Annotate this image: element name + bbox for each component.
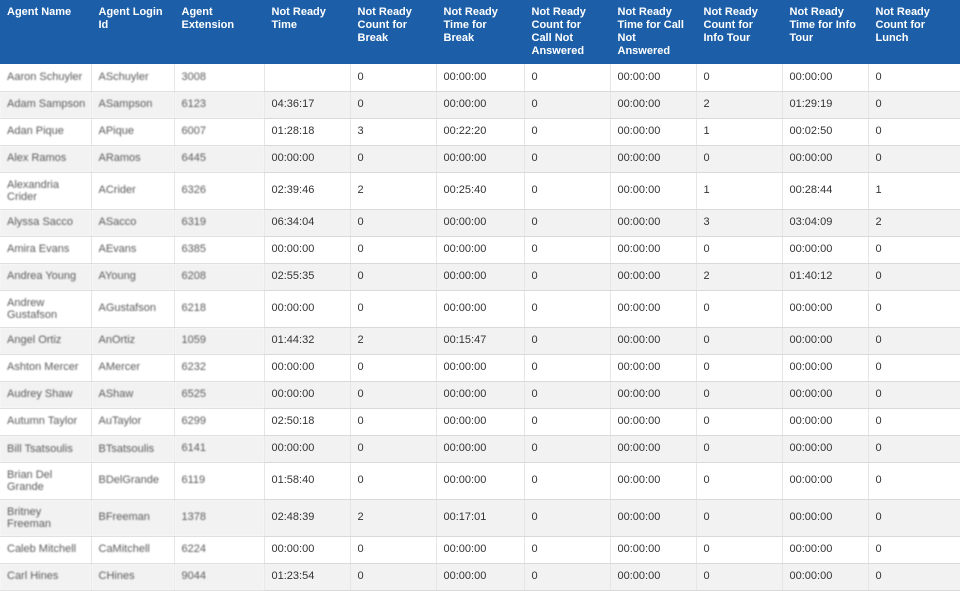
cell-not-ready-count-lunch: 0 [868, 408, 960, 435]
cell-agent-login-id: AMercer [91, 354, 174, 381]
table-row[interactable] [0, 118, 960, 145]
cell-not-ready-time-call-not-answered: 00:00:00 [610, 354, 696, 381]
cell-not-ready-count-break: 0 [350, 408, 436, 435]
cell-not-ready-count-lunch: 0 [868, 354, 960, 381]
cell-agent-login-id: BTsatsoulis [91, 435, 174, 462]
cell-agent-login-id: AGustafson [91, 290, 174, 327]
cell-agent-extension: 6299 [174, 408, 264, 435]
cell-not-ready-time: 00:00:00 [264, 381, 350, 408]
cell-not-ready-count-call-not-answered: 0 [524, 435, 610, 462]
cell-not-ready-count-info-tour: 1 [696, 118, 782, 145]
cell-agent-login-id: AShaw [91, 381, 174, 408]
cell-not-ready-count-call-not-answered: 0 [524, 462, 610, 499]
table-row[interactable] [0, 499, 960, 536]
cell-not-ready-count-break: 0 [350, 381, 436, 408]
cell-not-ready-time-call-not-answered: 00:00:00 [610, 381, 696, 408]
cell-not-ready-time-info-tour: 00:00:00 [782, 354, 868, 381]
cell-not-ready-count-call-not-answered: 0 [524, 290, 610, 327]
cell-not-ready-time: 00:00:00 [264, 435, 350, 462]
cell-not-ready-time-call-not-answered: 00:00:00 [610, 327, 696, 354]
cell-not-ready-count-lunch: 0 [868, 145, 960, 172]
cell-not-ready-time: 04:36:17 [264, 91, 350, 118]
column-header-agent-name[interactable]: Agent Name [0, 0, 91, 64]
table-row[interactable] [0, 435, 960, 462]
cell-not-ready-count-call-not-answered: 0 [524, 172, 610, 209]
cell-not-ready-count-call-not-answered: 0 [524, 263, 610, 290]
cell-agent-login-id: AuTaylor [91, 408, 174, 435]
cell-not-ready-count-info-tour: 2 [696, 263, 782, 290]
cell-not-ready-count-info-tour: 0 [696, 536, 782, 563]
table-row[interactable] [0, 290, 960, 327]
cell-not-ready-count-lunch: 0 [868, 91, 960, 118]
table-row[interactable] [0, 536, 960, 563]
column-header-not-ready-count-info-tour[interactable]: Not Ready Count for Info Tour [696, 0, 782, 64]
cell-not-ready-count-lunch: 1 [868, 172, 960, 209]
cell-agent-extension: 6224 [174, 536, 264, 563]
column-header-not-ready-count-lunch[interactable]: Not Ready Count for Lunch [868, 0, 960, 64]
table-row[interactable] [0, 381, 960, 408]
cell-agent-name: Alyssa Sacco [0, 209, 91, 236]
cell-not-ready-count-break: 3 [350, 118, 436, 145]
cell-not-ready-count-break: 0 [350, 354, 436, 381]
cell-not-ready-time-info-tour: 00:00:00 [782, 499, 868, 536]
cell-not-ready-count-call-not-answered: 0 [524, 118, 610, 145]
cell-not-ready-time-call-not-answered: 00:00:00 [610, 499, 696, 536]
cell-not-ready-time-info-tour: 01:40:12 [782, 263, 868, 290]
cell-not-ready-time: 01:58:40 [264, 462, 350, 499]
cell-agent-name: Caleb Mitchell [0, 536, 91, 563]
cell-agent-extension: 6119 [174, 462, 264, 499]
cell-agent-extension: 6326 [174, 172, 264, 209]
cell-not-ready-count-lunch: 0 [868, 263, 960, 290]
cell-not-ready-count-info-tour: 0 [696, 563, 782, 590]
cell-not-ready-time-call-not-answered: 00:00:00 [610, 263, 696, 290]
table-row[interactable] [0, 172, 960, 209]
cell-not-ready-time-call-not-answered: 00:00:00 [610, 91, 696, 118]
cell-not-ready-time: 00:00:00 [264, 236, 350, 263]
cell-agent-extension: 6123 [174, 91, 264, 118]
cell-not-ready-count-info-tour: 0 [696, 462, 782, 499]
cell-not-ready-time-break: 00:22:20 [436, 118, 524, 145]
cell-not-ready-count-lunch: 0 [868, 290, 960, 327]
cell-not-ready-count-call-not-answered: 0 [524, 354, 610, 381]
column-header-agent-login-id[interactable]: Agent Login Id [91, 0, 174, 64]
cell-not-ready-time-info-tour: 00:00:00 [782, 290, 868, 327]
table-row[interactable] [0, 64, 960, 91]
cell-agent-login-id: ASampson [91, 91, 174, 118]
cell-not-ready-time-info-tour: 00:28:44 [782, 172, 868, 209]
column-header-not-ready-time-break[interactable]: Not Ready Time for Break [436, 0, 524, 64]
table-row[interactable] [0, 263, 960, 290]
table-row[interactable] [0, 236, 960, 263]
cell-not-ready-count-info-tour: 0 [696, 327, 782, 354]
cell-not-ready-time-break: 00:00:00 [436, 381, 524, 408]
cell-agent-name: Britney Freeman [0, 499, 91, 536]
cell-not-ready-time: 00:00:00 [264, 536, 350, 563]
column-header-not-ready-time-info-tour[interactable]: Not Ready Time for Info Tour [782, 0, 868, 64]
cell-not-ready-count-info-tour: 0 [696, 64, 782, 91]
cell-agent-name: Adam Sampson [0, 91, 91, 118]
cell-not-ready-time-call-not-answered: 00:00:00 [610, 536, 696, 563]
cell-not-ready-time-break: 00:25:40 [436, 172, 524, 209]
cell-not-ready-time-info-tour: 00:02:50 [782, 118, 868, 145]
cell-not-ready-time-break: 00:00:00 [436, 462, 524, 499]
cell-not-ready-count-lunch: 0 [868, 118, 960, 145]
cell-not-ready-time-info-tour: 00:00:00 [782, 462, 868, 499]
cell-not-ready-time: 02:55:35 [264, 263, 350, 290]
cell-not-ready-count-break: 2 [350, 499, 436, 536]
cell-agent-login-id: CaMitchell [91, 536, 174, 563]
cell-agent-extension: 6385 [174, 236, 264, 263]
cell-not-ready-time-break: 00:17:01 [436, 499, 524, 536]
cell-not-ready-time-break: 00:00:00 [436, 64, 524, 91]
cell-not-ready-time-break: 00:00:00 [436, 354, 524, 381]
cell-not-ready-time: 02:50:18 [264, 408, 350, 435]
cell-not-ready-count-break: 0 [350, 236, 436, 263]
cell-not-ready-time-break: 00:00:00 [436, 408, 524, 435]
cell-not-ready-count-break: 0 [350, 145, 436, 172]
cell-not-ready-time-info-tour: 00:00:00 [782, 536, 868, 563]
cell-not-ready-count-lunch: 0 [868, 64, 960, 91]
table-body [0, 64, 960, 590]
cell-not-ready-time: 01:28:18 [264, 118, 350, 145]
cell-not-ready-count-info-tour: 1 [696, 172, 782, 209]
cell-not-ready-count-break: 0 [350, 209, 436, 236]
cell-not-ready-count-info-tour: 2 [696, 91, 782, 118]
cell-not-ready-time-info-tour: 00:00:00 [782, 408, 868, 435]
cell-not-ready-count-info-tour: 3 [696, 209, 782, 236]
cell-agent-name: Alex Ramos [0, 145, 91, 172]
cell-not-ready-count-call-not-answered: 0 [524, 536, 610, 563]
cell-not-ready-time-break: 00:00:00 [436, 263, 524, 290]
cell-not-ready-time-call-not-answered: 00:00:00 [610, 145, 696, 172]
cell-agent-login-id: ASchuyler [91, 64, 174, 91]
cell-agent-extension: 6141 [174, 435, 264, 462]
cell-not-ready-time-info-tour: 00:00:00 [782, 563, 868, 590]
cell-not-ready-count-info-tour: 0 [696, 354, 782, 381]
cell-agent-name: Alexandria Crider [0, 172, 91, 209]
cell-not-ready-time-break: 00:00:00 [436, 536, 524, 563]
column-header-not-ready-time[interactable]: Not Ready Time [264, 0, 350, 64]
table-header-row [0, 0, 960, 64]
cell-not-ready-count-break: 0 [350, 91, 436, 118]
cell-agent-login-id: AYoung [91, 263, 174, 290]
cell-not-ready-count-call-not-answered: 0 [524, 64, 610, 91]
cell-not-ready-count-call-not-answered: 0 [524, 327, 610, 354]
cell-not-ready-count-call-not-answered: 0 [524, 209, 610, 236]
cell-not-ready-time-break: 00:00:00 [436, 435, 524, 462]
cell-not-ready-time-call-not-answered: 00:00:00 [610, 563, 696, 590]
cell-agent-login-id: ARamos [91, 145, 174, 172]
column-header-not-ready-count-break[interactable]: Not Ready Count for Break [350, 0, 436, 64]
cell-not-ready-time: 02:39:46 [264, 172, 350, 209]
cell-not-ready-time: 01:23:54 [264, 563, 350, 590]
cell-not-ready-count-info-tour: 0 [696, 435, 782, 462]
cell-not-ready-time-info-tour: 00:00:00 [782, 64, 868, 91]
cell-agent-name: Autumn Taylor [0, 408, 91, 435]
cell-agent-extension: 1059 [174, 327, 264, 354]
cell-not-ready-count-lunch: 0 [868, 327, 960, 354]
cell-not-ready-time-call-not-answered: 00:00:00 [610, 236, 696, 263]
cell-agent-extension: 6007 [174, 118, 264, 145]
cell-not-ready-time-info-tour: 01:29:19 [782, 91, 868, 118]
cell-not-ready-count-info-tour: 0 [696, 408, 782, 435]
column-header-not-ready-count-call-not-answered[interactable]: Not Ready Count for Call Not Answered [524, 0, 610, 64]
cell-agent-extension: 6218 [174, 290, 264, 327]
cell-not-ready-count-break: 2 [350, 327, 436, 354]
cell-not-ready-time [264, 64, 350, 91]
table-row[interactable] [0, 209, 960, 236]
cell-agent-name: Audrey Shaw [0, 381, 91, 408]
cell-not-ready-count-call-not-answered: 0 [524, 499, 610, 536]
table-row[interactable] [0, 408, 960, 435]
table-row[interactable] [0, 91, 960, 118]
cell-not-ready-count-info-tour: 0 [696, 499, 782, 536]
cell-not-ready-time-call-not-answered: 00:00:00 [610, 435, 696, 462]
cell-not-ready-time: 00:00:00 [264, 145, 350, 172]
cell-not-ready-time-call-not-answered: 00:00:00 [610, 290, 696, 327]
cell-not-ready-count-lunch: 0 [868, 462, 960, 499]
cell-agent-name: Angel Ortiz [0, 327, 91, 354]
cell-not-ready-time: 01:44:32 [264, 327, 350, 354]
table-row[interactable] [0, 354, 960, 381]
cell-not-ready-count-break: 0 [350, 536, 436, 563]
cell-not-ready-time-break: 00:00:00 [436, 91, 524, 118]
cell-not-ready-time-call-not-answered: 00:00:00 [610, 408, 696, 435]
cell-not-ready-time-break: 00:00:00 [436, 209, 524, 236]
cell-agent-extension: 1378 [174, 499, 264, 536]
cell-agent-name: Andrew Gustafson [0, 290, 91, 327]
cell-not-ready-time: 06:34:04 [264, 209, 350, 236]
column-header-agent-extension[interactable]: Agent Extension [174, 0, 264, 64]
cell-not-ready-time-break: 00:00:00 [436, 145, 524, 172]
cell-not-ready-count-call-not-answered: 0 [524, 145, 610, 172]
table-row[interactable] [0, 145, 960, 172]
cell-not-ready-time-call-not-answered: 00:00:00 [610, 64, 696, 91]
cell-not-ready-time-break: 00:00:00 [436, 563, 524, 590]
cell-agent-extension: 6208 [174, 263, 264, 290]
cell-not-ready-time-break: 00:15:47 [436, 327, 524, 354]
cell-agent-login-id: ACrider [91, 172, 174, 209]
cell-not-ready-count-break: 0 [350, 290, 436, 327]
cell-not-ready-count-info-tour: 0 [696, 381, 782, 408]
cell-not-ready-count-break: 0 [350, 64, 436, 91]
cell-not-ready-time-info-tour: 00:00:00 [782, 327, 868, 354]
cell-agent-login-id: AnOrtiz [91, 327, 174, 354]
cell-agent-name: Brian Del Grande [0, 462, 91, 499]
cell-not-ready-time-info-tour: 00:00:00 [782, 145, 868, 172]
cell-not-ready-time: 00:00:00 [264, 290, 350, 327]
cell-not-ready-time: 02:48:39 [264, 499, 350, 536]
table-row[interactable] [0, 462, 960, 499]
cell-agent-login-id: BDelGrande [91, 462, 174, 499]
cell-agent-login-id: APique [91, 118, 174, 145]
cell-not-ready-count-lunch: 2 [868, 209, 960, 236]
cell-agent-extension: 3008 [174, 64, 264, 91]
cell-not-ready-count-info-tour: 0 [696, 236, 782, 263]
cell-not-ready-count-call-not-answered: 0 [524, 236, 610, 263]
column-header-not-ready-time-call-not-answered[interactable]: Not Ready Time for Call Not Answered [610, 0, 696, 64]
cell-agent-name: Bill Tsatsoulis [0, 435, 91, 462]
cell-not-ready-count-call-not-answered: 0 [524, 91, 610, 118]
cell-not-ready-count-break: 0 [350, 462, 436, 499]
cell-agent-extension: 6319 [174, 209, 264, 236]
cell-agent-name: Adan Pique [0, 118, 91, 145]
cell-not-ready-time-info-tour: 03:04:09 [782, 209, 868, 236]
cell-agent-name: Carl Hines [0, 563, 91, 590]
cell-agent-extension: 9044 [174, 563, 264, 590]
cell-agent-login-id: BFreeman [91, 499, 174, 536]
cell-agent-extension: 6232 [174, 354, 264, 381]
cell-not-ready-time-call-not-answered: 00:00:00 [610, 462, 696, 499]
cell-not-ready-count-lunch: 0 [868, 435, 960, 462]
cell-not-ready-count-call-not-answered: 0 [524, 563, 610, 590]
cell-agent-extension: 6525 [174, 381, 264, 408]
cell-not-ready-count-call-not-answered: 0 [524, 408, 610, 435]
cell-not-ready-count-lunch: 0 [868, 381, 960, 408]
cell-agent-name: Aaron Schuyler [0, 64, 91, 91]
cell-not-ready-time-info-tour: 00:00:00 [782, 236, 868, 263]
cell-not-ready-time-call-not-answered: 00:00:00 [610, 209, 696, 236]
cell-not-ready-count-lunch: 0 [868, 499, 960, 536]
cell-agent-login-id: AEvans [91, 236, 174, 263]
cell-not-ready-count-lunch: 0 [868, 236, 960, 263]
cell-not-ready-time-info-tour: 00:00:00 [782, 381, 868, 408]
cell-not-ready-time-call-not-answered: 00:00:00 [610, 118, 696, 145]
cell-not-ready-count-lunch: 0 [868, 536, 960, 563]
cell-not-ready-count-break: 0 [350, 563, 436, 590]
cell-not-ready-count-info-tour: 0 [696, 145, 782, 172]
cell-not-ready-time-call-not-answered: 00:00:00 [610, 172, 696, 209]
cell-agent-extension: 6445 [174, 145, 264, 172]
cell-not-ready-time-break: 00:00:00 [436, 236, 524, 263]
table-row[interactable] [0, 563, 960, 590]
cell-not-ready-time-break: 00:00:00 [436, 290, 524, 327]
cell-agent-name: Andrea Young [0, 263, 91, 290]
cell-not-ready-time-info-tour: 00:00:00 [782, 435, 868, 462]
cell-not-ready-count-lunch: 0 [868, 563, 960, 590]
cell-not-ready-count-info-tour: 0 [696, 290, 782, 327]
table-header [0, 0, 960, 64]
cell-agent-name: Amira Evans [0, 236, 91, 263]
cell-not-ready-count-break: 2 [350, 172, 436, 209]
table-row[interactable] [0, 327, 960, 354]
cell-not-ready-count-break: 0 [350, 263, 436, 290]
cell-agent-login-id: ASacco [91, 209, 174, 236]
cell-agent-name: Ashton Mercer [0, 354, 91, 381]
cell-agent-login-id: CHines [91, 563, 174, 590]
cell-not-ready-count-break: 0 [350, 435, 436, 462]
cell-not-ready-time: 00:00:00 [264, 354, 350, 381]
cell-not-ready-count-call-not-answered: 0 [524, 381, 610, 408]
